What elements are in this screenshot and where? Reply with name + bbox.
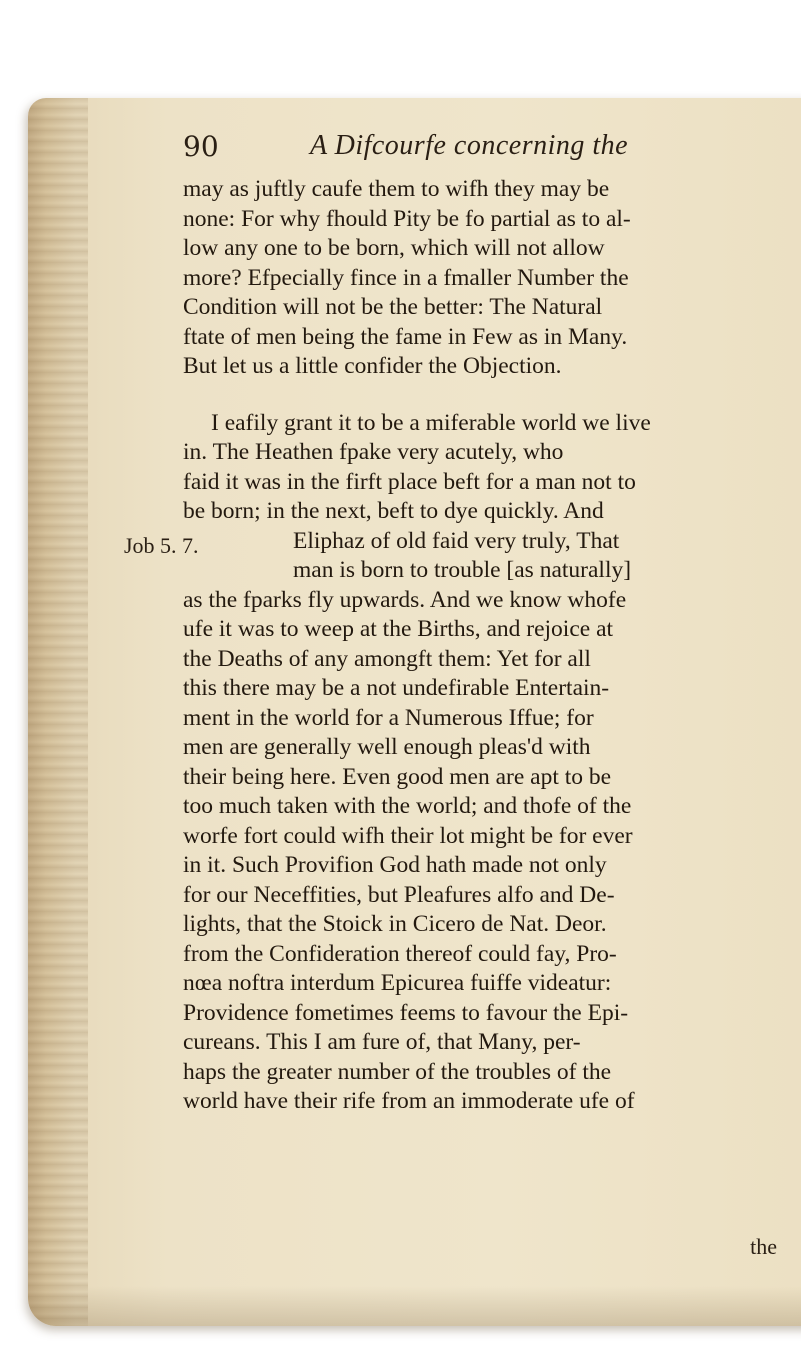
text-line: in. The Heathen fpake very acutely, who <box>183 439 564 465</box>
paragraph-2 <box>183 409 798 1117</box>
text-line: too much taken with the world; and thofe of the <box>183 793 632 819</box>
text-line: lights, that the Stoick in Cicero de Nat. Deor. <box>183 911 607 937</box>
catchword: the <box>750 1234 777 1259</box>
text-line: Eliphaz of old faid very truly, That <box>293 527 620 554</box>
text-line: Condition will not be the better: The Natural <box>183 294 603 320</box>
text-line: men are generally well enough pleas'd with <box>183 734 591 760</box>
text-line: But let us a little confider the Objection. <box>183 353 562 379</box>
text-line: for our Neceffities, but Pleafures alfo and De- <box>183 881 615 908</box>
text-line: this there may be a not undefirable Entertain- <box>183 675 610 701</box>
text-line: more? Efpecially fince in a fmaller Number the <box>183 264 629 291</box>
text-line: nœa noftra interdum Epicurea fuiffe videatur: <box>183 970 612 996</box>
margin-note: Job 5. 7. <box>124 533 199 558</box>
text-line: as the fparks fly upwards. And we know whofe <box>183 586 627 613</box>
text-line: low any one to be born, which will not allow <box>183 235 605 261</box>
text-line: worfe fort could wifh their lot might be for ever <box>183 822 633 849</box>
text-line: I eafily grant it to be a miferable world we live <box>211 409 651 436</box>
text-line: ufe it was to weep at the Births, and rejoice at <box>183 616 614 642</box>
running-head <box>183 130 783 166</box>
text-line: from the Confideration thereof could fay, Pro- <box>183 940 617 967</box>
body-text <box>183 175 798 1117</box>
text-line: in it. Such Provifion God hath made not only <box>183 852 607 878</box>
text-line: the Deaths of any amongft them: Yet for all <box>183 645 591 672</box>
running-title: A Difcourfe concerning the <box>310 130 629 161</box>
text-line: world have their rife from an immoderate ufe of <box>183 1088 635 1114</box>
text-line: be born; in the next, beft to dye quickly. And <box>183 498 604 524</box>
text-line: may as juftly caufe them to wifh they may be <box>183 176 610 202</box>
text-line: none: For why fhould Pity be fo partial as to al- <box>183 205 631 232</box>
page-number: 90 <box>183 130 219 163</box>
text-line: cureans. This I am fure of, that Many, per- <box>183 1029 581 1055</box>
text-line: man is born to trouble [as naturally] <box>293 557 632 583</box>
text-line: faid it was in the firft place beft for a man not to <box>183 468 636 495</box>
text-line: haps the greater number of the troubles of the <box>183 1058 612 1085</box>
text-line: their being here. Even good men are apt to be <box>183 763 612 790</box>
paragraph-1 <box>183 175 798 382</box>
text-line: Providence fometimes feems to favour the Epi- <box>183 999 629 1026</box>
text-line: ment in the world for a Numerous Iffue; for <box>183 704 594 731</box>
text-line: ftate of men being the fame in Few as in Many. <box>183 323 628 350</box>
